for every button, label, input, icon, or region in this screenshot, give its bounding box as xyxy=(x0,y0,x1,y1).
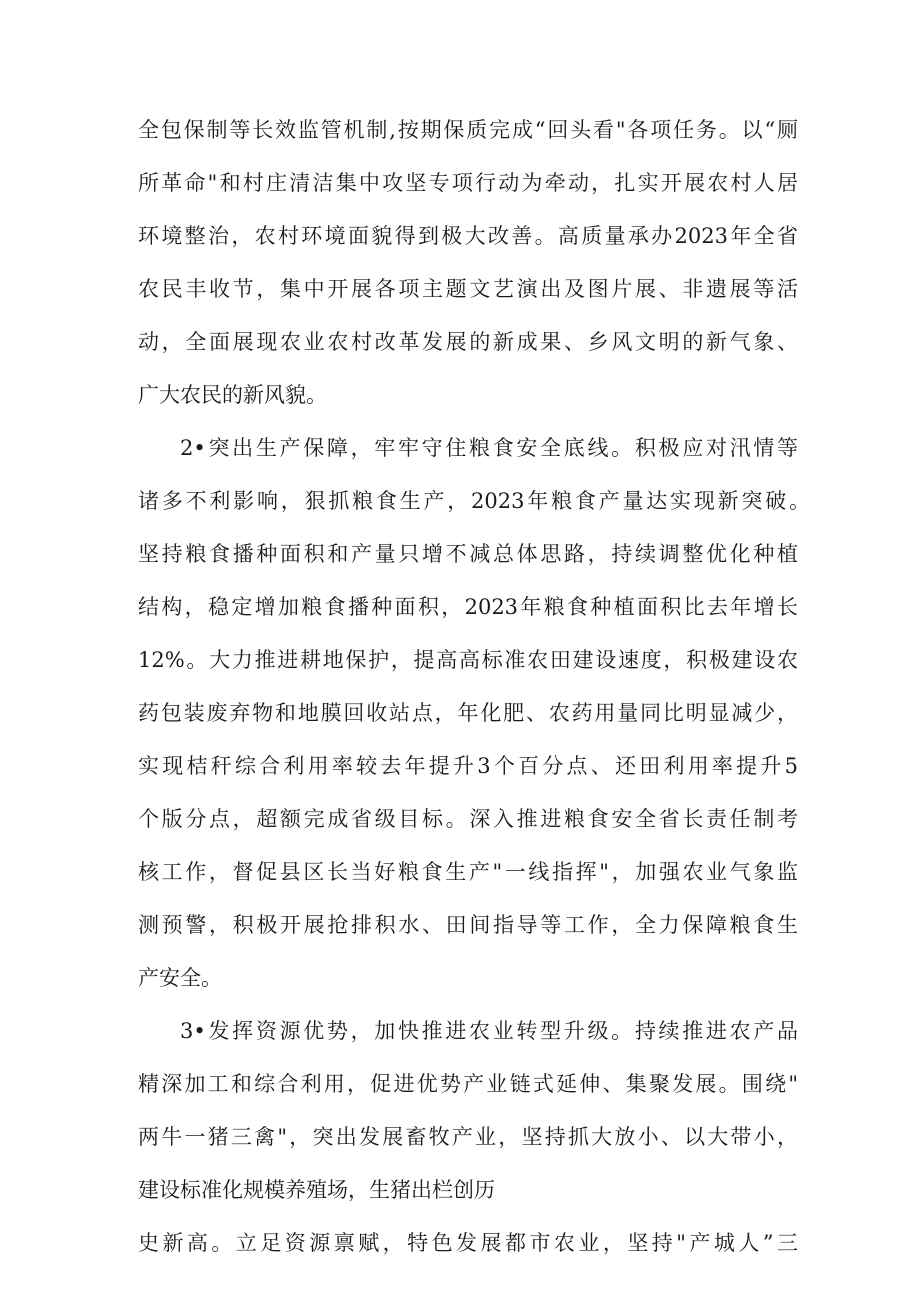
paragraph-3-line-4: 建设标准化规模养殖场，生猪出栏创历 xyxy=(138,1178,495,1202)
paragraph-1-line-6: 广大农民的新风貌。 xyxy=(138,383,327,407)
paragraph-3-line-2: 精深加工和综合利用，促进优势产业链式延伸、集聚发展。围绕" xyxy=(138,1072,798,1096)
paragraph-2-line-8: 个版分点，超额完成省级目标。深入推进粮食安全省长责任制考 xyxy=(138,807,798,831)
paragraph-3-line-3: 两牛一猪三禽"，突出发展畜牧产业，坚持抓大放小、以大带小， xyxy=(138,1125,798,1149)
paragraph-2-line-5: 12%。大力推进耕地保护，提高高标准农田建设速度，积极建设农 xyxy=(138,648,798,672)
paragraph-1-line-3: 环境整治，农村环境面貌得到极大改善。高质量承办2023年全省 xyxy=(138,224,798,248)
paragraph-3-line-1: 3•发挥资源优势，加快推进农业转型升级。持续推进农产品 xyxy=(180,1019,798,1043)
paragraph-2-line-3: 坚持粮食播种面积和产量只增不减总体思路，持续调整优化种植 xyxy=(138,542,798,566)
paragraph-2-line-9: 核工作，督促县区长当好粮食生产"一线指挥"，加强农业气象监 xyxy=(138,860,798,884)
paragraph-1-line-2: 所革命"和村庄清洁集中攻坚专项行动为牵动，扎实开展农村人居 xyxy=(138,171,798,195)
paragraph-2-line-11: 产安全。 xyxy=(138,966,222,990)
paragraph-1-line-4: 农民丰收节，集中开展各项主题文艺演出及图片展、非遗展等活 xyxy=(138,277,798,301)
paragraph-2-line-1: 2•突出生产保障，牢牢守住粮食安全底线。积极应对汛情等 xyxy=(180,436,798,460)
paragraph-2-line-7: 实现桔秆综合利用率较去年提升3个百分点、还田利用率提升5 xyxy=(138,754,798,778)
paragraph-1-line-5: 动，全面展现农业农村改革发展的新成果、乡风文明的新气象、 xyxy=(138,330,798,354)
paragraph-1-line-1: 全包保制等长效监管机制,按期保质完成“回头看"各项任务。以“厕 xyxy=(138,118,798,142)
paragraph-3-line-5: 史新高。立足资源禀赋，特色发展都市农业，坚持"产城人”三 xyxy=(138,1231,798,1255)
paragraph-2-line-6: 药包装废弃物和地膜回收站点，年化肥、农药用量同比明显减少， xyxy=(138,701,798,725)
paragraph-2-line-10: 测预警，积极开展抢排积水、田间指导等工作，全力保障粮食生 xyxy=(138,913,798,937)
paragraph-2-line-4: 结构，稳定增加粮食播种面积，2023年粮食种植面积比去年增长 xyxy=(138,595,798,619)
paragraph-2-line-2: 诸多不利影响，狠抓粮食生产，2023年粮食产量达实现新突破。 xyxy=(138,489,810,513)
